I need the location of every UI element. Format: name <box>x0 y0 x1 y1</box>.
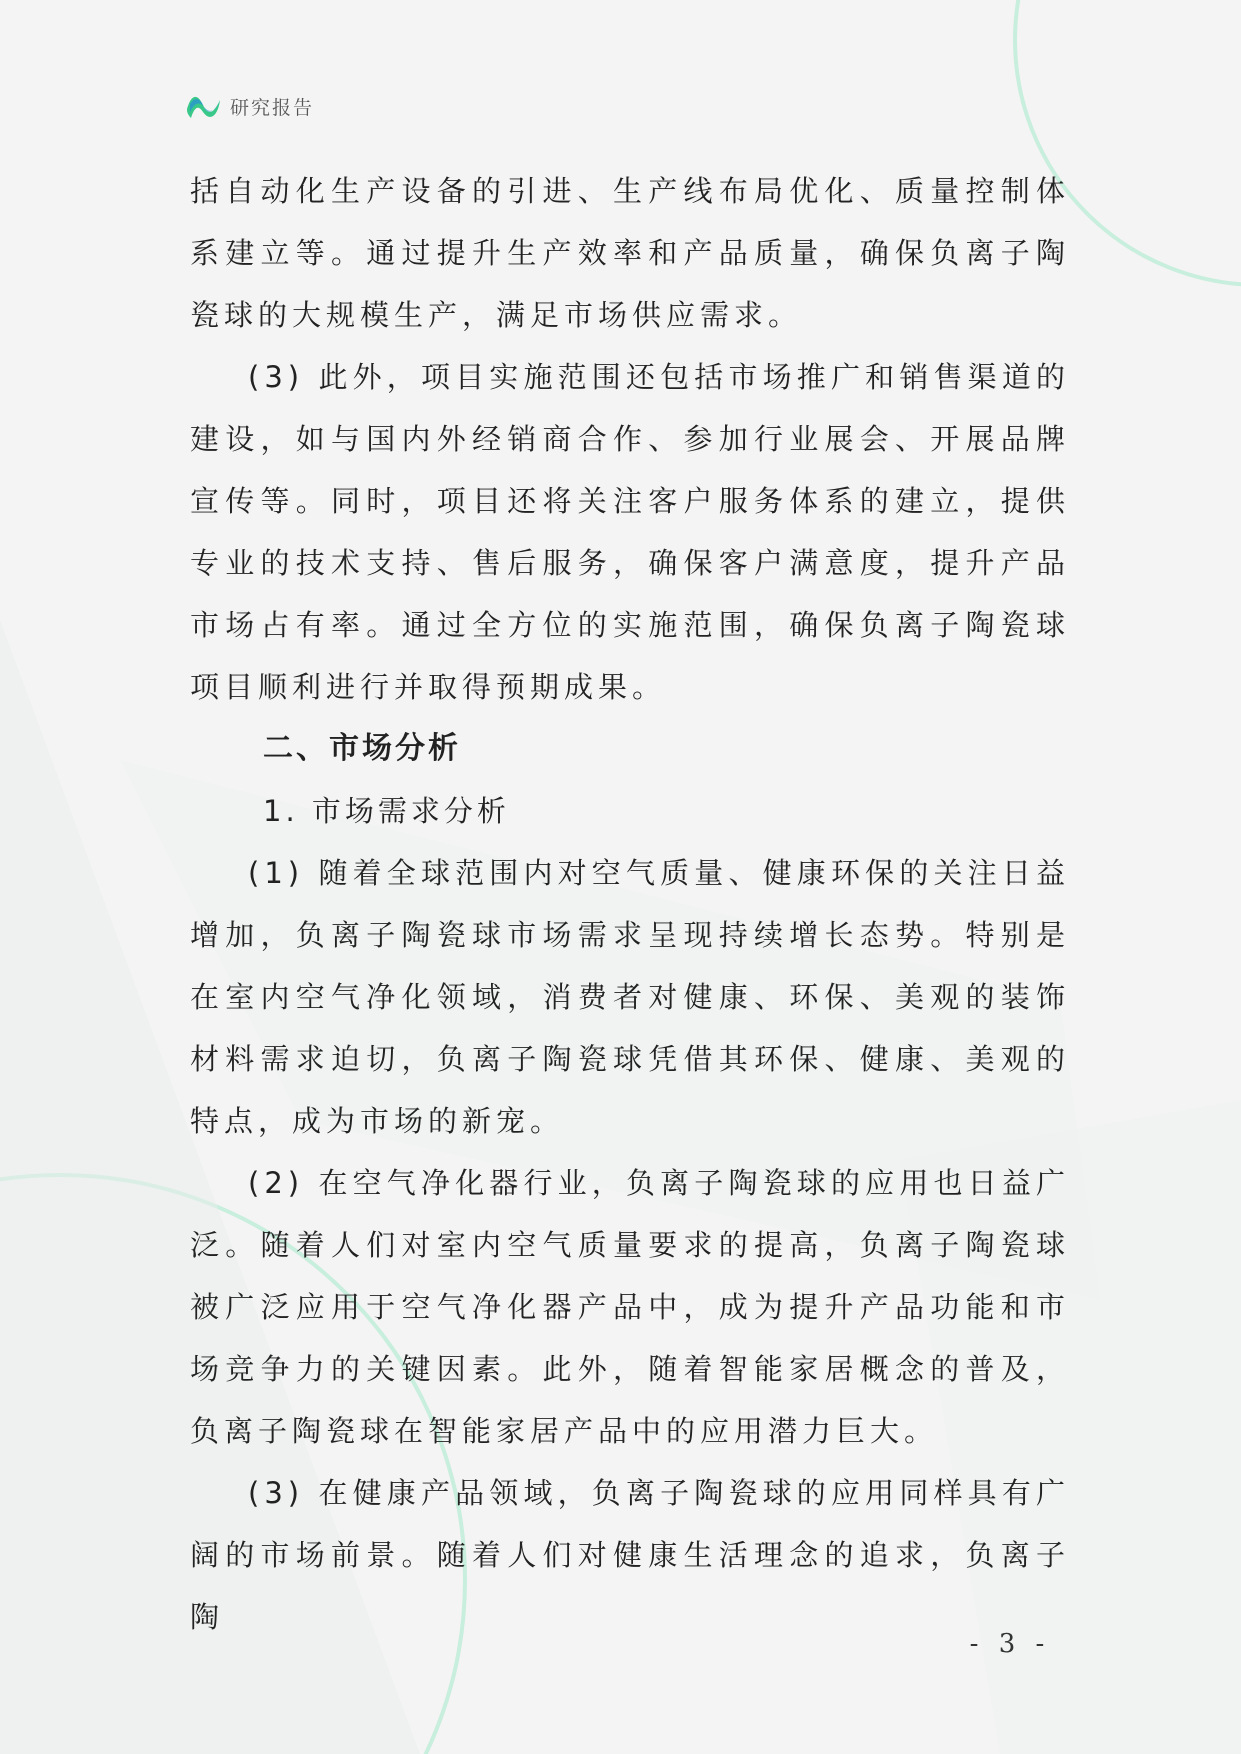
document-header <box>186 87 314 125</box>
section-title: 二、市场分析 <box>263 731 461 766</box>
paragraph-demand-1: (1) 随着全球范围内对空气质量、健康环保的关注日益增加，负离子陶瓷球市场需求呈现持续增长态势。特别是在室内空气净化领域，消费者对健康、环保、美观的装饰材料需求迫切，负离子陶瓷球凭借其环保、健康、美观的特点，成为市场的新宠。 <box>190 856 1070 1138</box>
paragraph-continued: 括自动化生产设备的引进、生产线布局优化、质量控制体系建立等。通过提升生产效率和产品质量，确保负离子陶瓷球的大规模生产，满足市场供应需求。 <box>190 174 1070 332</box>
page-number: - 3 - <box>969 1629 1051 1659</box>
document-body <box>190 160 1070 1648</box>
brand-logo-icon <box>186 90 222 122</box>
paragraph-demand-2: (2) 在空气净化器行业，负离子陶瓷球的应用也日益广泛。随着人们对室内空气质量要求的提高，负离子陶瓷球被广泛应用于空气净化器产品中，成为提升产品功能和市场竞争力的关键因素。此外，随着智能家居概念的普及，负离子陶瓷球在智能家居产品中的应用潜力巨大。 <box>190 1166 1070 1448</box>
report-label: 研究报告 <box>230 96 315 119</box>
paragraph-scope-3: (3) 此外，项目实施范围还包括市场推广和销售渠道的建设，如与国内外经销商合作、参加行业展会、开展品牌宣传等。同时，项目还将关注客户服务体系的建立，提供专业的技术支持、售后服务，确保客户满意度，提升产品市场占有率。通过全方位的实施范围，确保负离子陶瓷球项目顺利进行并取得预期成果。 <box>190 360 1070 704</box>
subsection-title: 1. 市场需求分析 <box>263 794 510 828</box>
paragraph-demand-3: (3) 在健康产品领域，负离子陶瓷球的应用同样具有广阔的市场前景。随着人们对健康生活理念的追求，负离子陶 <box>190 1476 1070 1634</box>
